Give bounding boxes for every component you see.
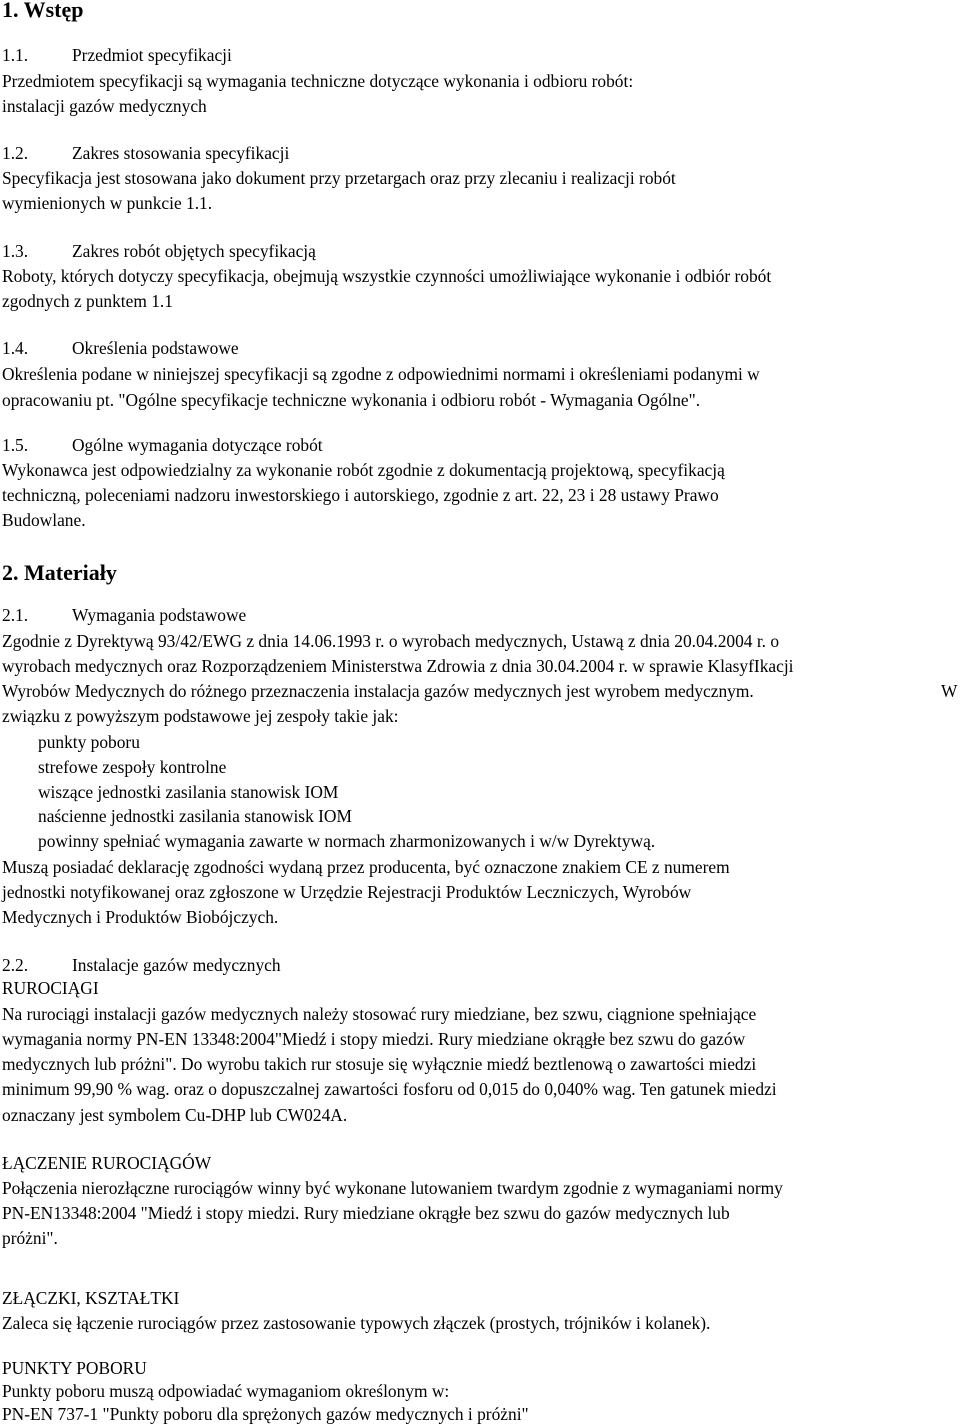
paragraph-line: Muszą posiadać deklarację zgodności wydaną przez producenta, być oznaczone znakiem CE z numerem [2,857,730,877]
paragraph-line: Punkty poboru muszą odpowiadać wymaganiom określonym w: [2,1381,450,1401]
subsection-heading [2,954,281,976]
paragraph-line: medycznych lub próżni". Do wyrobu takich rur stosuje się wyłącznie miedź beztlenową o zawartości miedzi [2,1054,757,1074]
paragraph-line: Wykonawca jest odpowiedzialny za wykonanie robót zgodnie z dokumentacją projektową, specyfikacją [2,460,725,480]
paragraph-trailing-word: W [941,681,958,701]
paragraph-line: Roboty, których dotyczy specyfikacja, obejmują wszystkie czynności umożliwiające wykonanie i odbiór robót [2,266,772,286]
paragraph-line: związku z powyższym podstawowe jej zespoły takie jak: [2,706,399,726]
paragraph-line: minimum 99,90 % wag. oraz o dopuszczalnej zawartości fosforu od 0,015 do 0,040% wag. Ten gatunek miedzi [2,1079,777,1099]
subsection-number: 1.5. [2,435,29,455]
paragraph-line: Medycznych i Produktów Biobójczych. [2,907,279,927]
paragraph-line: techniczną, poleceniami nadzoru inwestorskiego i autorskiego, zgodnie z art. 22, 23 i 28 ustawy Prawo [2,485,719,505]
subsection-number: 1.4. [2,338,29,358]
section-2-title: 2. Materiały [2,560,117,585]
subsection-title: Instalacje gazów medycznych [72,955,281,975]
paragraph-line: Połączenia nierozłączne rurociągów winny być wykonane lutowaniem twardym zgodnie z wymaganiami normy [2,1178,783,1198]
paragraph-line: zgodnych z punktem 1.1 [2,291,173,311]
subsection-title: Wymagania podstawowe [72,605,247,625]
list-item: strefowe zespoły kontrolne [38,757,227,777]
paragraph-line: Budowlane. [2,510,86,530]
list-item: punkty poboru [38,732,140,752]
block-title-rurociagi: RUROCIĄGI [2,978,99,998]
subsection-heading [2,604,246,626]
paragraph-line: Zaleca się łączenie rurociągów przez zastosowanie typowych złączek (prostych, trójników i kolanek). [2,1313,711,1333]
section-1-title: 1. Wstęp [2,0,84,22]
paragraph-line: Na rurociągi instalacji gazów medycznych należy stosować rury miedziane, bez szwu, ciągnione spełniające [2,1004,757,1024]
paragraph-line: Określenia podane w niniejszej specyfikacji są zgodne z odpowiednimi normami i określeniami podanymi w [2,364,760,384]
paragraph-line: wymagania normy PN-EN 13348:2004"Miedź i stopy miedzi. Rury miedziane okrągłe bez szwu do gazów [2,1029,746,1049]
subsection-heading [2,44,232,66]
subsection-title: Określenia podstawowe [72,338,239,358]
paragraph-line: Wyrobów Medycznych do różnego przeznaczenia instalacja gazów medycznych jest wyrobem medycznym. [2,681,754,701]
subsection-heading [2,434,323,456]
paragraph-line: próżni". [2,1228,58,1248]
paragraph-line: Specyfikacja jest stosowana jako dokument przy przetargach oraz przy zlecaniu i realizacji robót [2,168,676,188]
paragraph-line: PN-EN 737-1 "Punkty poboru dla sprężonych gazów medycznych i próżni" [2,1404,529,1424]
subsection-title: Zakres robót objętych specyfikacją [72,241,316,261]
subsection-title: Przedmiot specyfikacji [72,45,232,65]
subsection-number: 1.3. [2,241,29,261]
subsection-heading [2,337,239,359]
subsection-number: 2.1. [2,605,29,625]
block-title-zlaczki: ZŁĄCZKI, KSZTAŁTKI [2,1288,180,1308]
paragraph-line: opracowaniu pt. "Ogólne specyfikacje techniczne wykonania i odbioru robót - Wymagania Ogólne". [2,390,701,410]
subsection-heading [2,240,316,262]
subsection-title: Ogólne wymagania dotyczące robót [72,435,323,455]
paragraph-line: Zgodnie z Dyrektywą 93/42/EWG z dnia 14.06.1993 r. o wyrobach medycznych, Ustawą z dnia 20.04.2004 r. o [2,631,780,651]
paragraph-line: wyrobach medycznych oraz Rozporządzeniem Ministerstwa Zdrowia z dnia 30.04.2004 r. w sprawie KlasyfIkacji [2,656,794,676]
paragraph-line: jednostki notyfikowanej oraz zgłoszone w Urzędzie Rejestracji Produktów Leczniczych, Wyrobów [2,882,692,902]
list-item: powinny spełniać wymagania zawarte w normach zharmonizowanych i w/w Dyrektywą. [38,831,656,851]
subsection-title: Zakres stosowania specyfikacji [72,143,290,163]
subsection-heading [2,142,289,164]
paragraph-line: oznaczany jest symbolem Cu-DHP lub CW024A. [2,1105,348,1125]
block-title-punkty: PUNKTY POBORU [2,1358,147,1378]
subsection-number: 2.2. [2,955,29,975]
subsection-number: 1.2. [2,143,29,163]
list-item: wiszące jednostki zasilania stanowisk IOM [38,782,339,802]
block-title-laczenie: ŁĄCZENIE RUROCIĄGÓW [2,1153,212,1173]
paragraph-line: PN-EN13348:2004 "Miedź i stopy miedzi. Rury miedziane okrągłe bez szwu do gazów medycznych lub [2,1203,730,1223]
paragraph-line: Przedmiotem specyfikacji są wymagania techniczne dotyczące wykonania i odbioru robót: [2,71,634,91]
paragraph-line: instalacji gazów medycznych [2,96,207,116]
list-item: naścienne jednostki zasilania stanowisk IOM [38,806,352,826]
paragraph-line: wymienionych w punkcie 1.1. [2,193,213,213]
subsection-number: 1.1. [2,45,29,65]
